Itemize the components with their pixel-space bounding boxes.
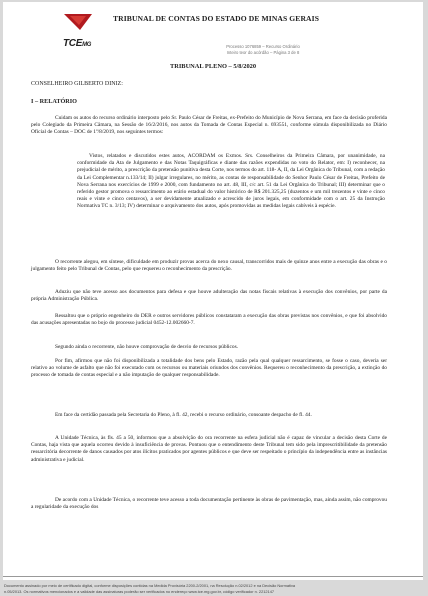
paragraph: A Unidade Técnica, às fls. 45 a 50, informou que a absolvição do ora recorrente na esfera judicial não é capaz de vincular a decisão desta Corte de Contas, haja vista que aquela ocorreu devido à insuficiência de provas. Pontuou que o entendimento deste Tribunal tem sido pela imprescritibilidade da pretensão ressarcitória decorrente de danos causados por atos ilícitos praticados por agentes públicos e que deve ser respeitado o princípio da independência entre as instâncias administrativa e judicial.: [31, 435, 387, 463]
paragraph: Por fim, afirmou que não foi disponibilizada a totalidade dos bens pelo Estado, razão pela qual qualquer ressarcimento, se fosse o caso, deveria ser relativo ao volume de asfalto que não foi executado com os recursos ou materiais oriundos dos convênios. Requereu o reconhecimento da prescrição, a extinção do processo de tomada de contas especial e a não imputação de qualquer responsabilidade.: [31, 358, 387, 379]
section-title: I – RELATÓRIO: [31, 98, 77, 105]
paragraph: Segundo ainda o recorrente, não houve comprovação de desvio de recursos públicos.: [55, 344, 239, 350]
quoted-decision: Vistos, relatados e discutidos estes autos, ACORDAM os Exmos. Srs. Conselheiros da Primeira Câmara, por unanimidade, na conformidade da Ata de Julgamento e das Notas Taquigráficas e diante das razões expendidas no voto do Relator, em: I) reconhecer, na prejudicial de mérito, a prescrição da pretensão punitiva desta Corte, nos termos do art. 118- A, II, da Lei Orgânica do Tribunal, com a redação da Lei Complementar n.133/14; II) julgar irregulares, no mérito, as contas de responsabilidade do Senhor Paulo César de Freitas, Prefeito de Nova Serrana nos exercícios de 1999 e 2000, com fundamento no art. 48, III, c/c art. 51 da Lei Orgânica do Tribunal; III) determinar que o referido gestor promova o ressarcimento ao erário estadual do valor histórico de R$ 201.325,25 (duzentos e um mil trezentos e vinte e cinco reais e vinte e cinco centavos), a ser devidamente atualizado e acrescido de juros legais, em conformidade com o art. 25 da Instrução Normativa TC n. 3/13; IV) determinar o arquivamento dos autos, após promovidas as medidas legais cabíveis à espécie.: [77, 153, 385, 210]
court-title: TRIBUNAL DE CONTAS DO ESTADO DE MINAS GERAIS: [113, 14, 320, 23]
plenum-date-line: TRIBUNAL PLENO – 5/8/2020: [169, 63, 257, 70]
document-page: [3, 2, 423, 580]
paragraph: Cuidam os autos do recurso ordinário interposto pelo Sr. Paulo César de Freitas, ex-Prefeito do Município de Nova Serrana, em face da decisão proferida pelo Colegiado da Primeira Câmara, na Sessão de 16/2/2016, nos autos da Tomada de Contas Especial n. 693551, conforme súmula disponibilizada no Diário Oficial de Contas – DOC de 1º/8/2019, nos seguintes termos:: [31, 115, 387, 136]
signature-notice: Documento assinado por meio de certificado digital, conforme disposições contidas na Medida Provisória 2200-2/2001, na Resolução n.02/2012 e na Decisão Normativa: [4, 583, 296, 588]
paragraph: De acordo com a Unidade Técnica, o recorrente teve acesso a toda documentação pertinente às obras de pavimentação, mas, ainda assim, não comprovou a regularidade da execução dos: [31, 497, 387, 511]
paragraph: Ressaltou que o próprio engenheiro do DER e outros servidores públicos constataram a execução das obras previstas nos convênios, e que foi absolvido das acusações apresentadas no bojo do processo judicial 0452-12.002660-7.: [31, 313, 387, 327]
footer-divider: [3, 576, 423, 577]
logo-wordmark: TCEMG: [63, 38, 92, 49]
page-info: Inteiro teor do acórdão – Página 3 de 8: [226, 50, 300, 55]
paragraph: Em face da certidão passada pela Secretaria do Pleno, à fl. 42, recebi o recurso ordinário, consoante despacho de fl. 44.: [55, 412, 312, 418]
process-number: Processo 1076859 – Recurso Ordinário: [226, 44, 300, 49]
counselor-heading: CONSELHEIRO GILBERTO DINIZ:: [31, 81, 123, 87]
paragraph: O recorrente alegou, em síntese, dificuldade em produzir provas acerca do nexo causal, transcorridos mais de quinze anos entre a execução das obras e o julgamento feito pelo Tribunal de Contas, pelo que requereu o reconhecimento da prescrição.: [31, 259, 387, 273]
verification-notice: n.05/2013. Os normativos mencionados e a validade das assinaturas poderão ser verificados no endereço www.tce.mg.gov.br, código verificador n. 2212147: [4, 589, 275, 594]
paragraph: Aduziu que não teve acesso aos documentos para defesa e que houve adulteração das notas fiscais relativas à execução dos convênios, por parte da própria Administração Pública.: [31, 289, 387, 303]
